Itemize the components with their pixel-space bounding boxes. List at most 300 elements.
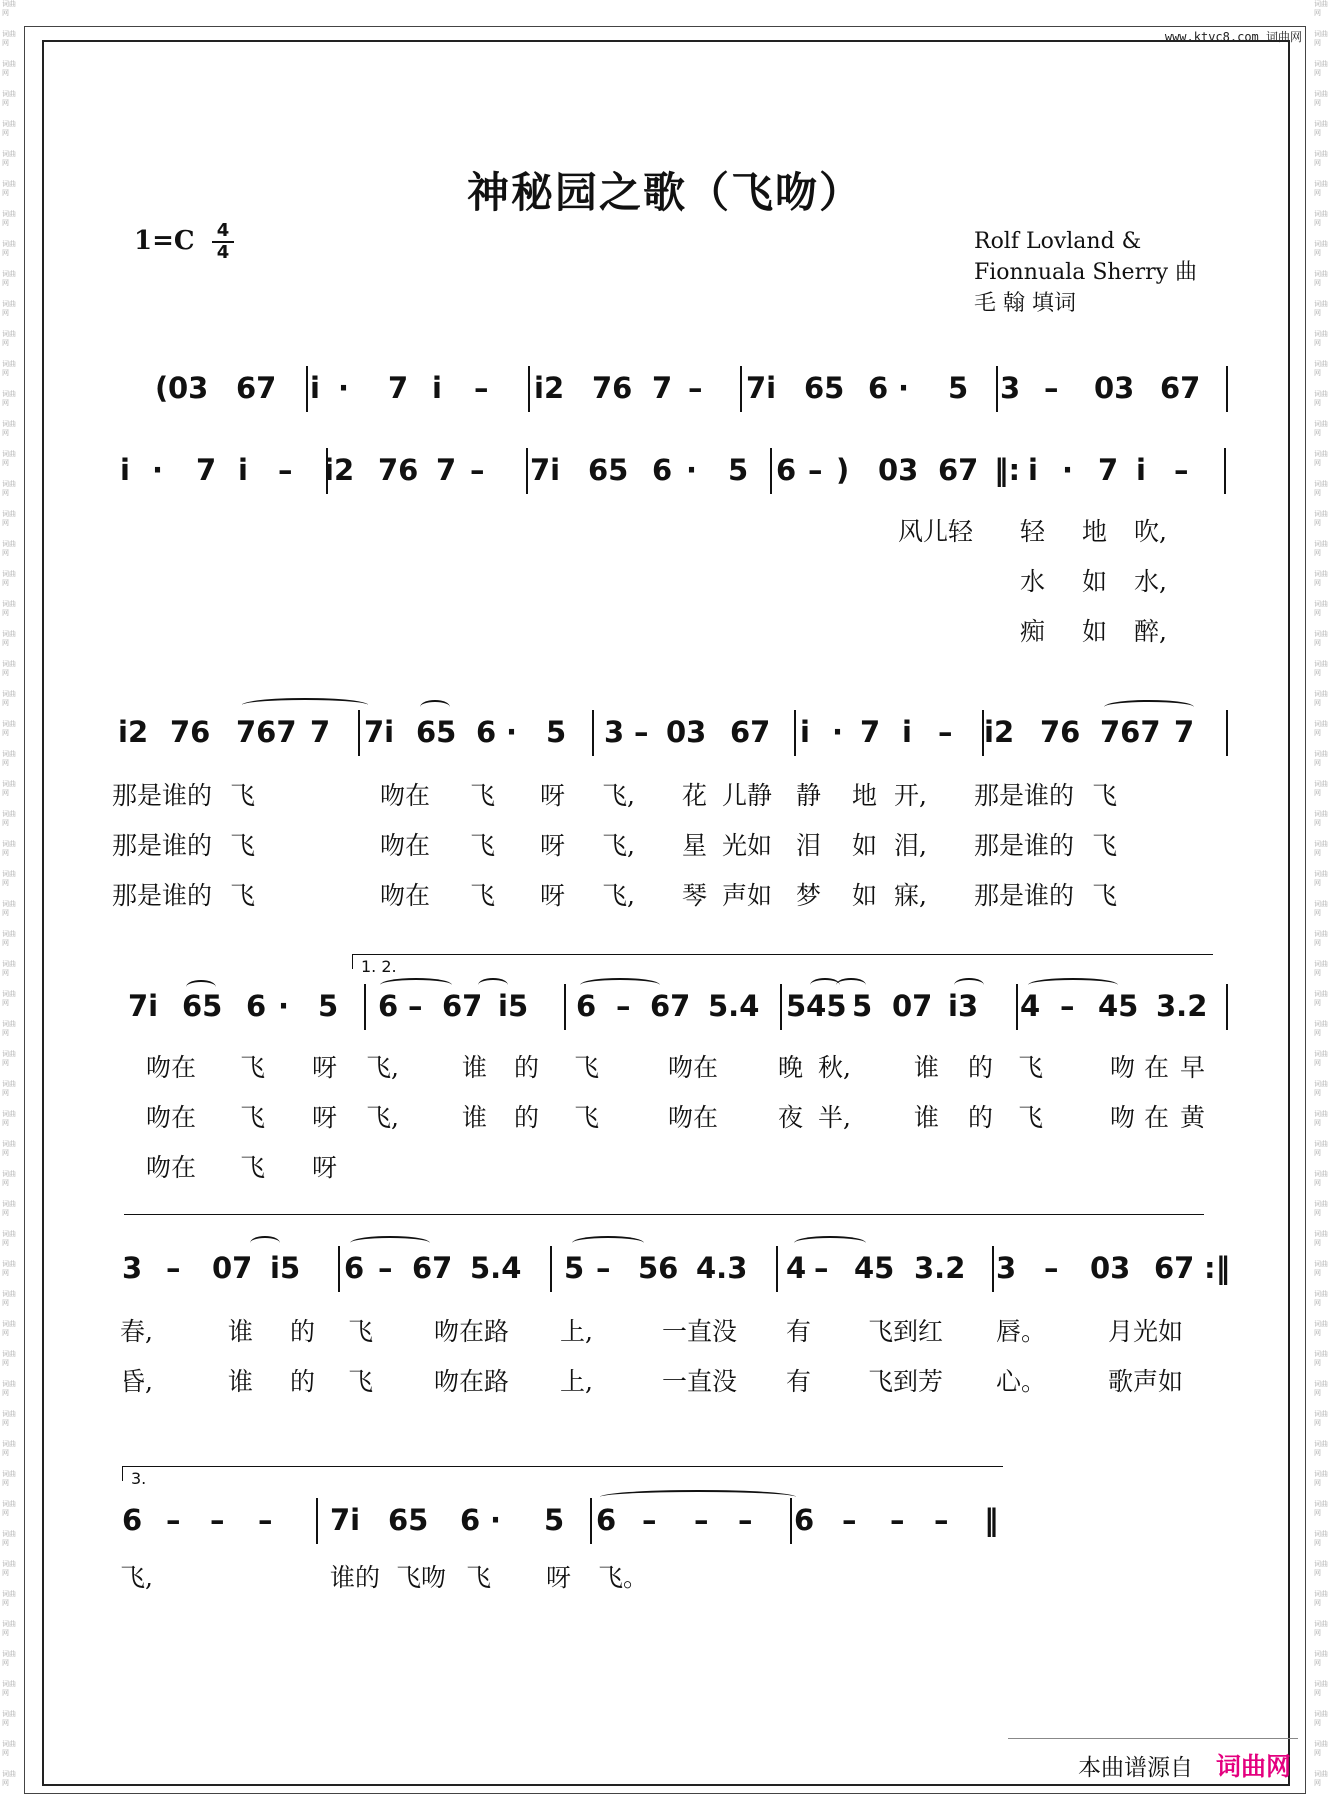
watermark-text: 词曲网 (1314, 510, 1328, 527)
volta-third-label: 3. (131, 1469, 147, 1488)
score-row (0, 1248, 1330, 1292)
note: i (1028, 453, 1038, 487)
watermark-text: 词曲网 (2, 150, 16, 167)
note: · (506, 715, 518, 749)
watermark-text: 词曲网 (1314, 960, 1328, 977)
lyric-syllable: 那是谁的 (112, 781, 213, 810)
watermark-text: 词曲网 (1314, 600, 1328, 617)
note: i2 (534, 371, 565, 405)
watermark-text: 词曲网 (2, 720, 16, 737)
barline (306, 366, 308, 412)
watermark-text: 词曲网 (1314, 1530, 1328, 1547)
slur (600, 1490, 796, 1504)
lyric-syllable: 花 (682, 781, 708, 810)
watermark-text: 词曲网 (1314, 240, 1328, 257)
note: i (1136, 453, 1146, 487)
note: 5.4 (708, 989, 760, 1023)
note: – (278, 453, 293, 487)
note: i (800, 715, 810, 749)
note: 4.3 (696, 1251, 748, 1285)
slur (380, 978, 452, 992)
watermark-text: 词曲网 (1314, 1170, 1328, 1187)
watermark-text: 词曲网 (2, 510, 16, 527)
watermark-text: 词曲网 (1314, 1500, 1328, 1517)
lyric-syllable: 的 (514, 1103, 540, 1132)
note: – (808, 453, 823, 487)
lyric-syllable: 如 (1082, 567, 1108, 596)
watermark-text: 词曲网 (1314, 1440, 1328, 1457)
note: 6 (576, 989, 597, 1023)
lyric-syllable: 有 (786, 1317, 812, 1346)
watermark-text: 词曲网 (2, 1500, 16, 1517)
watermark-text: 词曲网 (2, 210, 16, 227)
watermark-text: 词曲网 (2, 1170, 16, 1187)
lyric-syllable: 呀 (312, 1053, 338, 1082)
lyric-syllable: 谁 (228, 1317, 254, 1346)
lyric-syllable: 飞 (1018, 1103, 1044, 1132)
watermark-text: 词曲网 (1314, 1110, 1328, 1127)
lyric-syllable: 琴 (682, 881, 708, 910)
lyric-syllable: 吻 (1110, 1103, 1136, 1132)
lyric-syllable: 谁 (228, 1367, 254, 1396)
watermark-text: 词曲网 (1314, 1350, 1328, 1367)
watermark-text: 词曲网 (2, 840, 16, 857)
note: 5 (852, 989, 873, 1023)
watermark-text: 词曲网 (2, 690, 16, 707)
note: 45 (1098, 989, 1139, 1023)
lyric-syllable: 在 (1144, 1103, 1170, 1132)
lyric-line (0, 876, 1330, 910)
watermark-text: 词曲网 (2, 270, 16, 287)
footer-text: 本曲谱源自 (1078, 1755, 1193, 1781)
barline (550, 1246, 552, 1292)
lyric-line (0, 512, 1330, 546)
lyric-syllable: 水, (1134, 567, 1167, 596)
lyric-syllable: 飞 (1018, 1053, 1044, 1082)
note: ‖ (984, 1503, 999, 1537)
note: ( (155, 371, 169, 405)
lyric-syllable: 飞 (240, 1153, 266, 1182)
note: 3 (604, 715, 625, 749)
lyric-syllable: 吻在 (668, 1053, 719, 1082)
watermark-text: 词曲网 (1314, 900, 1328, 917)
watermark-text: 词曲网 (1314, 1710, 1328, 1727)
lyricist-line: 毛 翰 填词 (974, 291, 1076, 316)
watermark-text: 词曲网 (2, 1590, 16, 1607)
note: 5 (728, 453, 749, 487)
slur (580, 978, 660, 992)
watermark-text: 词曲网 (1314, 0, 1328, 17)
barline (794, 710, 796, 756)
watermark-text: 词曲网 (1314, 1620, 1328, 1637)
watermark-text: 词曲网 (2, 390, 16, 407)
slur (250, 1236, 280, 1250)
note: 7i (746, 371, 777, 405)
note: 76 (378, 453, 419, 487)
note: – (378, 1251, 393, 1285)
note: 6 (246, 989, 267, 1023)
note: i (902, 715, 912, 749)
note: 67 (1154, 1251, 1195, 1285)
lyric-syllable: 飞 (1092, 781, 1118, 810)
barline (592, 710, 594, 756)
lyric-syllable: 轻 (1020, 517, 1046, 546)
note: i5 (498, 989, 529, 1023)
credits (974, 226, 1197, 319)
lyric-syllable: 吻在 (668, 1103, 719, 1132)
lyric-syllable: 的 (968, 1103, 994, 1132)
note: 03 (666, 715, 707, 749)
lyric-syllable: 一直没 (662, 1317, 738, 1346)
watermark-text: 词曲网 (2, 360, 16, 377)
note: – (210, 1503, 225, 1537)
note: 3.2 (1156, 989, 1208, 1023)
score-row (0, 1500, 1330, 1544)
lyric-syllable: 呀 (312, 1103, 338, 1132)
watermark-text: 词曲网 (2, 1140, 16, 1157)
lyric-syllable: 月光如 (1108, 1317, 1184, 1346)
watermark-text: 词曲网 (1314, 420, 1328, 437)
lyric-syllable: 谁 (462, 1103, 488, 1132)
note: – (634, 715, 649, 749)
lyric-syllable: 吻在 (146, 1103, 197, 1132)
watermark-text: 词曲网 (1314, 1740, 1328, 1757)
lyric-syllable: 飞到芳 (868, 1367, 944, 1396)
watermark-text: 词曲网 (2, 420, 16, 437)
watermark-text: 词曲网 (2, 660, 16, 677)
note: · (832, 715, 844, 749)
lyric-syllable: 飞 (240, 1053, 266, 1082)
note: 76 (170, 715, 211, 749)
watermark-text: 词曲网 (1314, 1410, 1328, 1427)
note: 67 (442, 989, 483, 1023)
watermark-text: 词曲网 (2, 180, 16, 197)
lyric-syllable: 醉, (1134, 617, 1167, 646)
watermark-text: 词曲网 (2, 630, 16, 647)
watermark-text: 词曲网 (2, 30, 16, 47)
lyric-syllable: 心。 (996, 1367, 1047, 1396)
barline (992, 1246, 994, 1292)
lyric-syllable: 飞 (470, 781, 496, 810)
lyric-line (0, 1362, 1330, 1396)
note: 6 (460, 1503, 481, 1537)
note: 7 (310, 715, 331, 749)
footer-brand[interactable]: 词曲网 (1216, 1752, 1292, 1781)
note: 6 (868, 371, 889, 405)
barline (364, 984, 366, 1030)
slur (186, 980, 216, 994)
score-row (0, 450, 1330, 494)
watermark-text: 词曲网 (1314, 450, 1328, 467)
watermark-text: 词曲网 (1314, 570, 1328, 587)
lyric-syllable: 那是谁的 (974, 881, 1075, 910)
note: i5 (270, 1251, 301, 1285)
watermark-text: 词曲网 (1314, 1140, 1328, 1157)
lyric-syllable: 飞, (366, 1053, 399, 1082)
watermark-text: 词曲网 (1314, 1320, 1328, 1337)
note: 7 (1174, 715, 1195, 749)
lyric-line (0, 1098, 1330, 1132)
watermark-text: 词曲网 (1314, 690, 1328, 707)
lyric-syllable: 儿静 (722, 781, 773, 810)
note: · (338, 371, 350, 405)
note: 545 (786, 989, 847, 1023)
watermark-text: 词曲网 (1314, 1200, 1328, 1217)
watermark-text: 词曲网 (2, 1440, 16, 1457)
note: – (258, 1503, 273, 1537)
lyric-line (0, 562, 1330, 596)
note: – (1044, 1251, 1059, 1285)
note: i2 (984, 715, 1015, 749)
lyric-line (0, 776, 1330, 810)
lyric-syllable: 呀 (546, 1563, 572, 1592)
lyric-syllable: 一直没 (662, 1367, 738, 1396)
note: 67 (412, 1251, 453, 1285)
watermark-text: 词曲网 (2, 60, 16, 77)
watermark-text: 词曲网 (2, 1560, 16, 1577)
lyric-syllable: 黄 (1180, 1103, 1206, 1132)
lyric-syllable: 飞到红 (868, 1317, 944, 1346)
lyric-syllable: 谁 (914, 1103, 940, 1132)
note: 7i (330, 1503, 361, 1537)
note: – (688, 371, 703, 405)
lyric-syllable: 呀 (540, 831, 566, 860)
lyric-syllable: 有 (786, 1367, 812, 1396)
watermark-text: 词曲网 (2, 90, 16, 107)
lyric-syllable: 在 (1144, 1053, 1170, 1082)
lyric-syllable: 梦 (796, 881, 822, 910)
watermark-text: 词曲网 (1314, 270, 1328, 287)
note: – (642, 1503, 657, 1537)
watermark-text: 词曲网 (2, 1020, 16, 1037)
barline (740, 366, 742, 412)
note: – (890, 1503, 905, 1537)
watermark-text: 词曲网 (1314, 1560, 1328, 1577)
note: – (1060, 989, 1075, 1023)
note: 767 (1100, 715, 1161, 749)
note: – (474, 371, 489, 405)
barline (528, 366, 530, 412)
lyric-syllable: 吻在 (146, 1153, 197, 1182)
note: 56 (638, 1251, 679, 1285)
lyric-syllable: 地 (852, 781, 878, 810)
lyric-syllable: 上, (560, 1317, 593, 1346)
note: 5 (948, 371, 969, 405)
barline (590, 1498, 592, 1544)
note: 767 (236, 715, 297, 749)
meter-top: 4 (216, 220, 230, 241)
note: – (596, 1251, 611, 1285)
note: 7 (860, 715, 881, 749)
watermark-text: 词曲网 (2, 120, 16, 137)
lyric-syllable: 的 (290, 1317, 316, 1346)
note: 07 (892, 989, 933, 1023)
watermark-text: 词曲网 (1314, 870, 1328, 887)
lyric-syllable: 飞 (574, 1103, 600, 1132)
lyric-syllable: 那是谁的 (112, 831, 213, 860)
time-signature (212, 222, 234, 262)
note: 67 (1160, 371, 1201, 405)
lyric-syllable: 吻 (1110, 1053, 1136, 1082)
watermark-text: 词曲网 (1314, 1680, 1328, 1697)
lyric-syllable: 飞 (348, 1317, 374, 1346)
watermark-text: 词曲网 (1314, 990, 1328, 1007)
watermark-text: 词曲网 (2, 1710, 16, 1727)
note: – (842, 1503, 857, 1537)
watermark-text: 词曲网 (1314, 660, 1328, 677)
lyric-syllable: 歌声如 (1108, 1367, 1184, 1396)
barline (790, 1498, 792, 1544)
lyric-syllable: 呀 (540, 881, 566, 910)
note: 5 (564, 1251, 585, 1285)
slur (954, 978, 984, 992)
watermark-text: 词曲网 (1314, 630, 1328, 647)
watermark-text: 词曲网 (2, 1200, 16, 1217)
note: – (938, 715, 953, 749)
lyric-syllable: 那是谁的 (974, 781, 1075, 810)
slur (1104, 700, 1194, 714)
watermark-text: 词曲网 (1314, 90, 1328, 107)
lyric-syllable: 唇。 (996, 1317, 1047, 1346)
watermark-text: 词曲网 (2, 750, 16, 767)
watermark-text: 词曲网 (1314, 810, 1328, 827)
barline (316, 1498, 318, 1544)
watermark-text: 词曲网 (2, 1470, 16, 1487)
song-title: 神秘园之歌（飞吻） (466, 168, 863, 217)
watermark-text: 词曲网 (1314, 1770, 1328, 1787)
watermark-text: 词曲网 (2, 930, 16, 947)
lyric-syllable: 光如 (722, 831, 773, 860)
lyric-line (0, 1148, 1330, 1182)
watermark-text: 词曲网 (2, 540, 16, 557)
watermark-text: 词曲网 (2, 600, 16, 617)
lyric-syllable: 飞 (1092, 831, 1118, 860)
watermark-text: 词曲网 (2, 870, 16, 887)
lyric-syllable: 开, (894, 781, 927, 810)
note: 67 (236, 371, 277, 405)
lyric-syllable: 谁 (914, 1053, 940, 1082)
note: 67 (650, 989, 691, 1023)
lyric-line (0, 1558, 1330, 1592)
lyric-syllable: 那是谁的 (112, 881, 213, 910)
note: 6 (344, 1251, 365, 1285)
lyric-syllable: 飞 (230, 781, 256, 810)
note: 3 (996, 1251, 1017, 1285)
note: 4 (786, 1251, 807, 1285)
barline (338, 1246, 340, 1292)
note: 45 (854, 1251, 895, 1285)
watermark-text: 词曲网 (1314, 840, 1328, 857)
note: 3 (1000, 371, 1021, 405)
lyric-syllable: 飞, (602, 781, 635, 810)
barline (1226, 984, 1228, 1030)
barline (770, 448, 772, 494)
note: – (616, 989, 631, 1023)
lyric-syllable: 谁的 (330, 1563, 381, 1592)
lyric-syllable: 声如 (722, 881, 773, 910)
watermark-text: 词曲网 (1314, 120, 1328, 137)
note: – (166, 1503, 181, 1537)
lyric-syllable: 寐, (894, 881, 927, 910)
lyric-line (0, 1048, 1330, 1082)
watermark-text: 词曲网 (1314, 210, 1328, 227)
score-row (0, 712, 1330, 756)
lyric-syllable: 呀 (540, 781, 566, 810)
note: i (238, 453, 248, 487)
note: 03 (878, 453, 919, 487)
note: ‖: (994, 453, 1021, 487)
note: 6 (378, 989, 399, 1023)
barline (776, 1246, 778, 1292)
barline (1016, 984, 1018, 1030)
lyric-syllable: 如 (852, 831, 878, 860)
lyric-syllable: 飞, (602, 881, 635, 910)
barline (996, 366, 998, 412)
watermark-text: 词曲网 (1314, 150, 1328, 167)
watermark-text: 词曲网 (2, 990, 16, 1007)
key-signature: 1=C (134, 226, 195, 256)
watermark-text: 词曲网 (2, 1380, 16, 1397)
barline (564, 984, 566, 1030)
watermark-text: 词曲网 (1314, 930, 1328, 947)
watermark-text: 词曲网 (2, 1770, 16, 1787)
lyric-syllable: 吻在 (146, 1053, 197, 1082)
note: 65 (388, 1503, 429, 1537)
watermark-text: 词曲网 (1314, 1230, 1328, 1247)
note: 76 (1040, 715, 1081, 749)
lyric-syllable: 地 (1082, 517, 1108, 546)
lyric-syllable: 昏, (120, 1367, 153, 1396)
watermark-text: 词曲网 (2, 1530, 16, 1547)
note: i (310, 371, 320, 405)
note: 7 (1098, 453, 1119, 487)
lyric-syllable: 泪 (796, 831, 822, 860)
lyric-syllable: 痴 (1020, 617, 1046, 646)
note: · (898, 371, 910, 405)
note: 65 (588, 453, 629, 487)
note: · (490, 1503, 502, 1537)
slur (1028, 978, 1118, 992)
note: 7 (436, 453, 457, 487)
lyric-syllable: 飞, (366, 1103, 399, 1132)
note: – (694, 1503, 709, 1537)
note: 6 (794, 1503, 815, 1537)
slur (836, 978, 866, 992)
watermark-text: 词曲网 (2, 1230, 16, 1247)
lyric-line (0, 826, 1330, 860)
watermark-text: 词曲网 (2, 300, 16, 317)
lyric-line (0, 1312, 1330, 1346)
lyric-syllable: 风儿轻 (898, 517, 974, 546)
watermark-text: 词曲网 (1314, 1050, 1328, 1067)
lyric-syllable: 呀 (312, 1153, 338, 1182)
barline (780, 984, 782, 1030)
lyric-syllable: 上, (560, 1367, 593, 1396)
slur (794, 1236, 866, 1250)
footer-source (1008, 1738, 1298, 1787)
note: – (1044, 371, 1059, 405)
lyric-syllable: 飞 (466, 1563, 492, 1592)
slur (242, 698, 368, 712)
lyric-syllable: 春, (120, 1317, 153, 1346)
note: 65 (804, 371, 845, 405)
lyric-syllable: 吻在路 (434, 1317, 510, 1346)
watermark-text: 词曲网 (1314, 300, 1328, 317)
note: 03 (1090, 1251, 1131, 1285)
watermark-text: 词曲网 (2, 240, 16, 257)
lyric-syllable: 的 (968, 1053, 994, 1082)
lyric-syllable: 吻在 (380, 781, 431, 810)
